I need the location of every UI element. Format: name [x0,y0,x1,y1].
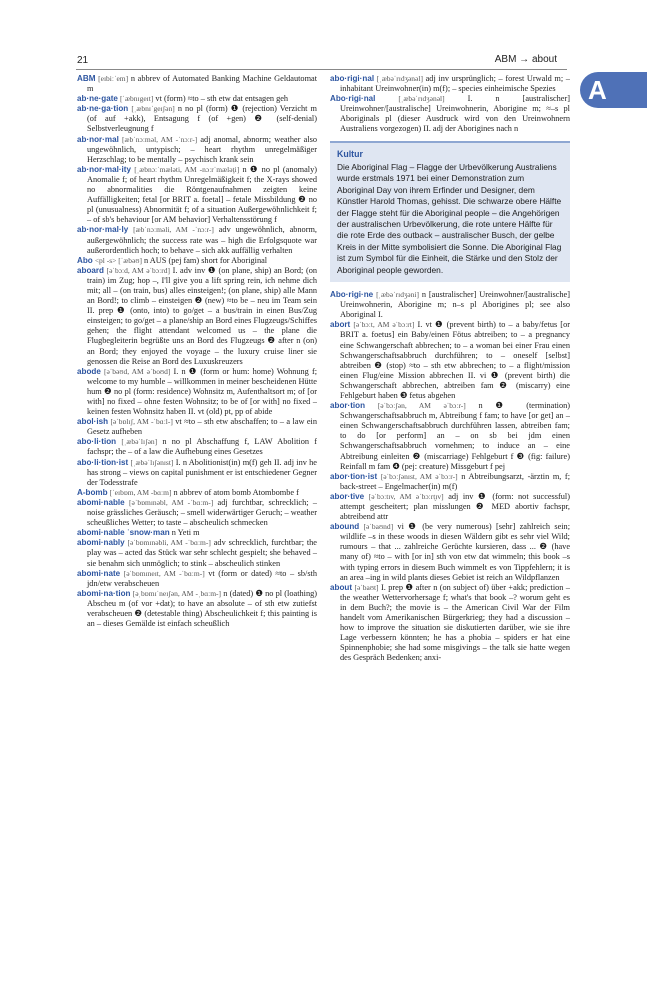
entry-headword: ABM [77,74,96,83]
entry-pronunciation: [æbˈnɔːməl, AM -ˈnɔːr-] [122,134,198,144]
entry-definition: I. vt ❶ (prevent birth) to – a baby/fetus [or BRIT a. foetus] ein Baby/einen Fötus abtreiben; to – a pregnancy eine Schwangerschaft abbrechen; to – a woman bei einer Frau einen Schwangerschaftsabbruch durchführen; to – oneself [selbst] abtreiben ❷ (stop) ≈to – sth etw abbrechen; to – a flight/mission einen Flug/eine Mission abbrechen II. vi ❶ (prevent birth) die Schwangerschaft abbrechen, abtreiben fam ❷ (miscarry) eine Fehlgeburt haben ❸ fetus abgehen [340,320,570,400]
entry-definition: adj inv ursprünglich; – forest Urwald m; – inhabitant Ureinwohner(in) m(f); – species einheimische Spezies [340,74,570,94]
entry-headword: ab·ne·gate [77,94,118,104]
entry-headword: ab·nor·mal·ity [77,164,131,174]
entry-headword: ab·ne·ga·tion [77,104,129,114]
entry-definition: adj anomal, abnorm; weather also ungewöhnlich, untypisch; – heart rhythm unregelmäßiger Herzschlag; to be mentally – psychisch krank sein [87,134,317,164]
dictionary-entry [77,104,317,134]
entry-headword: Abo [77,255,93,265]
entry-pronunciation: [ˌæbnɪˈgeɪʃən] [131,104,175,114]
entry-pronunciation: [əˈbəʊd, AM əˈboʊd] [103,366,171,376]
dictionary-entry [77,367,317,417]
entry-headword: ab·nor·mal·ly [77,225,129,235]
thumb-index-letter: A [588,75,607,105]
entry-definition: vt (form) ≈to – sth etw dat entsagen geh [155,94,289,104]
entry-definition: n abbrev of atom bomb Atombombe f [173,487,299,497]
entry-headword: abomi·nably [77,538,125,548]
entry-pronunciation: [əˈbɔːd, AM əˈbɔːrd] [106,265,170,275]
dictionary-entry [77,266,317,367]
entry-definition: adv schrecklich, furchtbar; the play was – acted das Stück war sehr schlecht gespielt; she behaved – sie benahm sich unmöglich; to stink – abscheulich stinken [87,538,317,568]
entry-definition: vt (form or dated) ≈to – sb/sth jdn/etw verabscheuen [87,568,317,588]
dictionary-entry [77,569,317,589]
kultur-box [330,141,570,282]
dictionary-entry [330,290,570,320]
entry-pronunciation: [eɪbiːˈem] [98,74,129,83]
page-number: 21 [77,55,89,66]
entry-pronunciation: [ˈeɪbɒm, AM -bɑːm] [109,487,172,497]
entry-definition: n Abtreibungsarzt, -ärztin m, f; back-street – Engelmacher(in) m(f) [340,471,570,491]
entry-definition: I. adv inv ❶ (on plane, ship) an Bord; (on train) im Zug; hop –, I'll give you a lift spring rein, ich nehme dich mit; all – (on train, bus) alles einsteigen!; (on plane, ship) alle Mann an Bord!; to climb – einsteigen ❷ (new) ≈to be – neu im Team sein II. prep ❶ (onto, into) to go/get – a bus/train in einen Bus/Zug einsteigen; to go/get – a plane/ship an Bord eines Flugzeugs/Schiffes gehen; the flight attendant welcomed us – the plane die Flugbegleiterin begrüßte uns an Bord des Flugzeugs ❷ after n (on) an Bord; they enjoyed the voyage – the luxury cruise liner sie genossen die Reise an Bord des Luxuskreuzers [87,265,317,366]
dictionary-entry [77,437,317,457]
dictionary-entry [77,528,317,538]
entry-pronunciation: [əˈbɒmɪnəbli, AM -ˈbɑːm-] [127,538,211,548]
entry-pronunciation: [ˌæbəˈrɪdʒənəl] [376,74,423,83]
entry-pronunciation: [əˈbɒlɪʃ, AM -ˈbɑːl-] [110,417,173,427]
dictionary-entry [77,498,317,528]
entry-pronunciation: [əˈbɔːtɪv, AM əˈbɔːrt̬ɪv] [368,491,444,501]
entry-pronunciation: [əˈbɒmɪnəbl, AM -ˈbɑːm-] [129,497,214,507]
dictionary-entry [77,538,317,568]
entry-definition: n AUS (pej fam) short for Aboriginal [144,255,268,265]
entry-definition: n [australischer] Ureinwohner/[australische] Ureinwohnerin, Aborigine m; n–s pl Aborigines pl; see also Aboriginal I. [340,290,570,320]
entry-pronunciation: [ˈæbnɪgeɪt] [120,94,154,104]
entry-definition: I. n [australischer] Ureinwohner/[australische] Ureinwohnerin, Aborigine m; ≈–s pl Aboriginals pl (dieser Ausdruck wird von den Ureinwohnern Australiens vorgezogen) II. adj der Aborigines nach n [340,94,570,134]
running-head: ABM → about [494,54,557,65]
right-column [330,74,570,944]
dictionary-entry [77,488,317,498]
entry-definition: n no pl (form) ❶ (rejection) Verzicht m (of auf +akk), Entsagung f (of +gen) ❷ (self-denial) Selbstverleugnung f [87,104,317,134]
entry-pronunciation: [ˌæbəˈlɪʃənɪst] [130,457,174,467]
entry-pronunciation: [ˌæbəˈrɪdʒənəl] [398,94,445,104]
entry-definition: I. prep ❶ after n (on subject of) über +akk; prediction – the weather Wettervorhersage f; what's that book –? worum geht es in dem Buch?; the movie is – the American Civil War der Film handelt vom Amerikanischen Bürgerkrieg; they had a discussion – how to improve the situation sie diskutierten darüber, wie sie ihre Lage verbessern könnten; he has a phobia – spiders er hat eine Spinnenphobie; she had some misgivings – the talk sie hatte wegen des Gespräch Bedenken; anxi- [340,582,570,663]
entry-pronunciation: [əˈbaʊt] [354,582,379,592]
dictionary-entry [330,492,570,522]
dictionary-entry [77,225,317,255]
entry-pronunciation: [ˌæbəˈlɪʃən] [121,437,158,447]
dictionary-entry [330,472,570,492]
entry-headword: abor·tion [330,401,366,411]
entry-headword: abo·rigi·nal [330,74,375,83]
entry-headword: abound [330,522,360,532]
entry-headword: abort [330,320,351,330]
entry-definition: n abbrev of Automated Banking Machine Geldautomat m [87,74,317,94]
entry-definition: n ❶ no pl (anomaly) Anomalie f; of heart rhythm Unregelmäßigkeit f; the X-rays showed no abnormalities die Röntgenaufnahmen zeigten keine Auffälligkeiten; fetal [or BRIT a. foetal] – fetale Missbildung ❷ no pl (unusualness) Abnormität f; of a situation Außergewöhnlichkeit f; – of sb's behaviour [or AM behavior] Verhaltensstörung f [87,164,317,225]
entry-headword: abomi·nate [77,568,121,578]
entry-definition: n Yeti m [171,528,200,538]
entry-headword: abor·tion·ist [330,471,378,481]
entry-definition: adv ungewöhnlich, abnorm, außergewöhnlich; the success rate was – high die Erfolgsquote war außerordentlich hoch; to behave – sich akk auffällig verhalten [87,225,317,255]
header-rule [76,69,567,70]
kultur-title: Kultur [337,148,363,159]
entry-definition: n ❶ (termination) Schwangerschaftsabbruch m, Abtreibung f fam; to have [or get] an – einen Schwangerschaftsabbruch durchführen lassen, abtreiben fam; to do [or perform] an – on sb bei jdm einen Schwangerschaftsabbruch vornehmen; to induce an – eine Abtreibung einleiten ❷ (miscarriage) Fehlgeburt f ❸ (fig: failure) Reinfall m fam ❹ (pej: creature) Missgeburt f pej [340,401,570,471]
entry-definition: n no pl Abschaffung f, LAW Abolition f fachspr; the – of a law die Aufhebung eines Gesetzes [87,437,317,457]
dictionary-entry [330,94,570,134]
entry-pronunciation: [əˈbɒmɪneɪt, AM -ˈbɑːm-] [123,568,205,578]
entry-headword: about [330,582,353,592]
entry-pronunciation: [æbˈnɔːməli, AM -ˈnɔːr-] [133,225,214,235]
entry-definition: I. n Abolitionist(in) m(f) geh II. adj inv he has strong – views on capital punishment er ist entschiedener Gegner der Todesstrafe [87,457,317,487]
dictionary-entry [77,589,317,629]
kultur-text: Die Aboriginal Flag – Flagge der Urbevölkerung Australiens wurde erstmals 1971 bei einer Demonstration zum Aboriginal Day von ihrem Erfinder und Designer, dem Künstler Harold Thomas, gehisst. Die schwarze obere Hälfte der Flagge steht für die Aboriginal people – die Angehörigen der australischen Urbevölkerung, die rote untere Hälfte für die rote Erde des outback – australischer Busch, der gelbe Kreis in der Mitte symbolisiert die Sonne. Die Aboriginal Flag ist zum Symbol für die Einheit, die Stärke und den Stolz der Aboriginal people geworden. [337,161,562,275]
entry-pronunciation: [əˈbaʊnd] [363,522,394,532]
dictionary-entry [77,417,317,437]
entry-pronunciation: [əˈbɔːt, AM əˈbɔːrt] [353,320,415,330]
entry-headword: abo·li·tion·ist [77,457,129,467]
entry-definition: vi ❶ (be very numerous) [sehr] zahlreich sein; wildlife –s in these woods in diesen Wäldern gibt es sehr viel Wild; rumours – that ... zahlreiche Gerüchte kursieren, dass ... ❷ (have many of) ≈to – with [or in] sth von etw dat wimmeln; this book –s with typing errors in diesem Buch wimmelt es von Tippfehlern; it is an area –ing in wild plants dieses Gebiet ist reich an Wildpflanzen [340,522,570,582]
entry-definition: I. n ❶ (form or hum: home) Wohnung f; welcome to my humble – willkommen in meiner bescheidenen Hütte hum ❷ no pl (form: residence) Wohnsitz m, Aufenthaltsort m; of [or with] no fixed – ohne festen Wohnsitz; to be of [or with] no fixed – keinen festen Wohnsitz haben II. vt (old) pt, pp of abide [87,366,317,417]
entry-pronunciation: [əˈbɔːʃən, AM əˈbɔːr-] [377,401,466,411]
entry-headword: abode [77,366,101,376]
entry-headword: A-bomb [77,487,108,497]
entry-pronunciation: [əˈbɔːʃənɪst, AM əˈbɔːr-] [380,471,458,481]
entry-headword: abo·li·tion [77,437,117,447]
entry-definition: adj inv ❶ (form: not successful) attempt gescheitert; plan misslungen ❷ MED abortiv fachspr, abtreibend attr [340,491,570,522]
dictionary-entry [77,165,317,226]
entry-pronunciation: [əˌbɒmɪˈneɪʃən, AM -ˌbɑːm-] [132,588,222,598]
entry-headword: abol·ish [77,417,109,427]
dictionary-entry [77,256,317,266]
entry-pronunciation: [ˌæbəˈrɪdʒəni] [376,290,419,300]
dictionary-entry [77,94,317,104]
entry-headword: abor·tive [330,491,365,501]
entry-headword: aboard [77,265,104,275]
dictionary-entry [330,401,570,472]
dictionary-entry [330,320,570,401]
left-column [77,74,317,944]
entry-headword: Abo·rigi·ne [330,290,374,300]
dictionary-entry [330,74,570,94]
entry-headword: abomi·na·tion [77,588,131,598]
entry-definition: vt ≈to – sth etw abschaffen; to – a law ein Gesetz aufheben [87,417,317,437]
entry-headword: abomi·nable ˈsnow·man [77,528,170,538]
entry-headword: Abo·rigi·nal [330,94,376,104]
dictionary-entry [77,458,317,488]
entry-headword: ab·nor·mal [77,134,119,144]
dictionary-entry [77,135,317,165]
entry-definition: adj furchtbar, schrecklich; – noise grässliches Geräusch; – smell widerwärtiger Geruch; – weather scheußliches Wetter; to taste – abscheulich schmecken [87,497,317,528]
dictionary-entry [77,74,317,94]
entry-pronunciation: <pl -s> [ˈæbəʊ] [94,255,142,265]
dictionary-entry [330,522,570,583]
dictionary-entry [330,583,570,664]
entry-definition: n (dated) ❶ no pl (loathing) Abscheu m (of vor +dat); to have an absolute – of sth etw zutiefst verabscheuen ❷ (detestable thing) Abscheulichkeit f; this painting is an – dieses Gemälde ist einfach scheußlich [87,588,317,629]
entry-pronunciation: [ˌæbnɔːˈmæləti, AM -nɔːrˈmæləţi] [134,164,240,174]
entry-headword: abomi·nable [77,497,125,507]
